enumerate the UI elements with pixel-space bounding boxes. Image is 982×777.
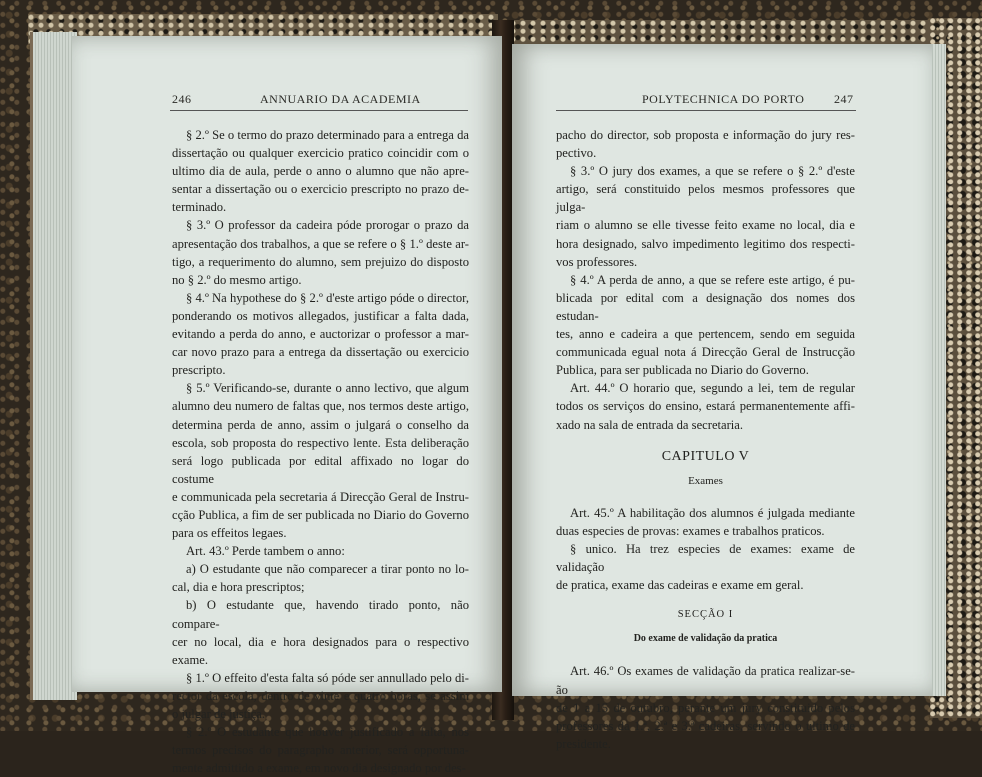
- text-line: Art. 44.º O horario que, segundo a lei, tem de regular: [570, 381, 855, 396]
- text-line: presidente.: [556, 736, 611, 751]
- chapter-subtitle: Exames: [688, 474, 723, 487]
- text-line: apresentação dos trabalhos, a que se refere o § 1.º deste ar-: [172, 236, 469, 251]
- text-line: § 5.º Verificando-se, durante o anno lectivo, que algum: [186, 381, 469, 396]
- text-line: § 3.º O professor da cadeira póde prorogar o prazo da: [186, 218, 469, 233]
- text-line: todos os serviços do ensino, estará permanentemente affi-: [556, 399, 855, 414]
- text-line: professores da 1.ª, 2.ª e 3.ª cadeiras, servindo o ultimo de: [556, 718, 855, 733]
- text-line: § 1.º O effeito d'esta falta só póde ser annullado pelo di-: [186, 670, 469, 685]
- section-title: SECÇÃO I: [677, 609, 734, 621]
- text-line: Art. 43.º Perde tambem o anno:: [186, 544, 345, 559]
- text-line: Publica, para ser publicada no Diario do Governo.: [556, 363, 809, 378]
- text-line: duas especies de provas: exames e trabalhos praticos.: [556, 523, 825, 538]
- right-text-block-3: [556, 662, 855, 752]
- text-line: pacho do director, sob proposta e informação do jury res-: [556, 128, 855, 142]
- left-page-number: 246: [172, 92, 192, 106]
- text-line: cer no local, dia e hora designados para o respectivo exame.: [172, 634, 469, 667]
- text-line: Art. 45.º A habilitação dos alumnos é julgada mediante: [570, 505, 855, 520]
- text-line: blicada por edital com a designação dos nomes dos estudan-: [556, 290, 855, 323]
- section-subtitle: Do exame de validação da pratica: [633, 633, 778, 645]
- text-line: § 4.º A perda de anno, a que se refere este artigo, é pu-: [570, 272, 855, 287]
- text-line: riam o alumno se elle tivesse feito exame no local, dia e: [556, 218, 855, 233]
- text-line: e communicada pela secretaria á Direcção Geral de Instru-: [172, 489, 469, 504]
- text-line: terminado.: [172, 200, 227, 215]
- text-line: tigo, a requerimento do alumno, sem prejuizo do disposto: [172, 254, 469, 269]
- text-line: hora designado, salvo impedimento legitimo dos respecti-: [556, 236, 855, 251]
- text-line: rector da escola, dentro de vinte e quatro horas, se assim: [172, 688, 469, 703]
- chapter-title: CAPITULO V: [661, 448, 750, 464]
- right-page: [512, 44, 932, 751]
- text-line: artigo, será constituido pelos mesmos professores que julga-: [556, 182, 855, 215]
- text-line: § 4.º Na hypothese do § 2.º d'este artigo póde o director,: [186, 290, 469, 305]
- right-text-block-1: [556, 126, 855, 434]
- text-line: ponderando os motivos allegados, justificar a falta dada,: [172, 308, 469, 323]
- text-line: car novo prazo para a entrega da dissertação ou exercicio: [172, 345, 469, 360]
- text-line: mente admittido a exame, em novo dia designado por des-: [172, 761, 466, 776]
- text-line: para os effeitos legaes.: [172, 526, 287, 541]
- text-line: Art. 46.º Os exames de validação da pratica realizar-se-ão: [556, 664, 855, 697]
- right-body-text: [556, 126, 855, 753]
- text-line: de pratica, exame das cadeiras e exame em geral.: [556, 578, 804, 593]
- text-line: § 2.º Se o termo do prazo determinado para a entrega da: [186, 128, 469, 142]
- page-stack-right: [930, 44, 946, 696]
- text-line: communicada egual nota á Direcção Geral de Instrucção: [556, 345, 855, 360]
- text-line: § unico. Ha trez especies de exames: exame de validação: [556, 541, 855, 575]
- text-line: cal, dia e hora prescriptos;: [172, 580, 305, 595]
- text-line: o julgar de justiça.: [172, 707, 266, 721]
- text-line: determina perda de anno, assim o julgará o conselho da: [172, 417, 469, 432]
- left-page: [72, 36, 502, 776]
- right-text-block-2: [556, 504, 855, 594]
- left-body-text: [172, 126, 469, 777]
- text-line: b) O estudante que, havendo tirado ponto, não compare-: [172, 598, 469, 631]
- text-line: evitando a perda do anno, e auctorizar o professor a mar-: [172, 327, 469, 342]
- text-line: vos professores.: [556, 254, 638, 269]
- text-line: cção Publica, a fim de ser publicada no Diario do Governo: [172, 507, 469, 522]
- right-page-number: 247: [834, 92, 854, 106]
- text-line: § 2.º O estudante que houver justificado a falta, nos: [186, 725, 469, 740]
- text-line: termos precisos do paragrapho anterior, será opportuna-: [172, 743, 469, 758]
- text-line: pectivo.: [556, 146, 597, 161]
- text-line: de 1 a 15 de outubro, perante um jury constituido pelos: [556, 700, 855, 715]
- text-line: dissertação ou qualquer exercicio pratico coincidir com o: [172, 146, 469, 161]
- right-running-head: POLYTECHNICA DO PORTO: [642, 92, 805, 106]
- text-line: no § 2.º do mesmo artigo.: [172, 272, 302, 287]
- text-line: alumno deu numero de faltas que, nos termos deste artigo,: [172, 399, 469, 414]
- text-line: será logo publicada por edital affixado no logar do costume: [172, 453, 469, 486]
- right-header-rule: [556, 110, 856, 111]
- text-line: escola, sob proposta do respectivo lente. Esta deliberação: [172, 435, 469, 450]
- text-line: sentar a dissertação ou o exercicio prescripto no prazo de-: [172, 182, 469, 197]
- text-line: a) O estudante que não comparecer a tirar ponto no lo-: [186, 562, 469, 577]
- left-header-rule: [170, 110, 468, 111]
- page-stack-left: [30, 32, 77, 700]
- text-line: ultimo dia de aula, perde o anno o alumno que não apre-: [172, 164, 469, 179]
- text-line: tes, anno e cadeira a que pertencem, sendo em seguida: [556, 327, 855, 342]
- text-line: prescripto.: [172, 363, 226, 378]
- left-running-head: ANNUARIO DA ACADEMIA: [260, 92, 421, 106]
- text-line: § 3.º O jury dos exames, a que se refere o § 2.º d'este: [570, 164, 855, 179]
- text-line: xado na sala de entrada da secretaria.: [556, 417, 744, 432]
